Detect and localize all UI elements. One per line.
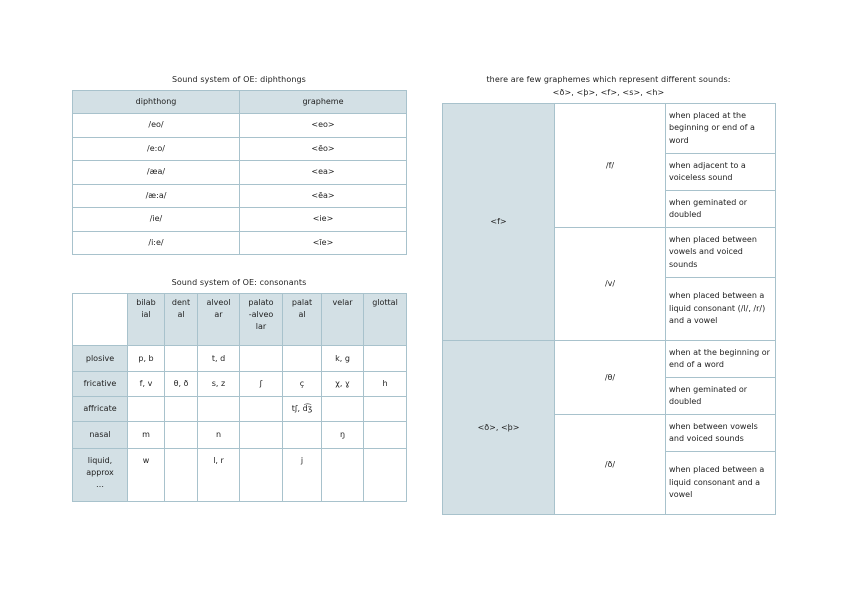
condition-cell: when placed between vowels and voiced sounds (666, 228, 776, 278)
diphthong-cell: /ie/ (73, 208, 240, 232)
grapheme-cell: <eo> (240, 114, 407, 138)
consonant-cell: n (198, 422, 240, 449)
table-row (73, 114, 407, 138)
table-row (73, 449, 407, 502)
consonants-caption: Sound system of OE: consonants (171, 278, 307, 287)
table-row (73, 346, 407, 372)
condition-cell: when at the beginning or end of a word (666, 341, 776, 378)
consonant-cell: j (283, 449, 322, 502)
consonant-cell: k, g (322, 346, 364, 372)
row-label-liquid: liquid, approx … (73, 449, 128, 502)
row-label-plosive: plosive (73, 346, 128, 372)
condition-cell: when geminated or doubled (666, 378, 776, 415)
condition-cell: when placed between a liquid consonant (/l/, /r/) and a vowel (666, 278, 776, 341)
header-palatal: palat al (283, 294, 322, 346)
consonant-cell: t, d (198, 346, 240, 372)
table-row (73, 231, 407, 255)
consonant-cell: ʃ (240, 372, 283, 397)
diphthong-cell: /æa/ (73, 161, 240, 185)
consonant-cell: s, z (198, 372, 240, 397)
consonant-cell (240, 422, 283, 449)
header-bilabial: bilab ial (128, 294, 165, 346)
consonant-cell: w (128, 449, 165, 502)
grapheme-f: <f> (443, 104, 555, 341)
grapheme-cell: <ēa> (240, 184, 407, 208)
condition-cell: when adjacent to a voiceless sound (666, 154, 776, 191)
consonant-cell: ŋ (322, 422, 364, 449)
diphthongs-caption: Sound system of OE: diphthongs (172, 75, 306, 84)
consonant-cell: f, v (128, 372, 165, 397)
sounds-caption-graphemes: <ð>, <þ>, <f>, <s>, <h> (552, 88, 665, 97)
consonant-cell (283, 422, 322, 449)
diphthong-cell: /i:e/ (73, 231, 240, 255)
grapheme-cell: <ēo> (240, 137, 407, 161)
header-grapheme: grapheme (240, 91, 407, 114)
consonant-cell (128, 397, 165, 422)
consonants-table (72, 293, 407, 502)
header-velar: velar (322, 294, 364, 346)
grapheme-cell: <īe> (240, 231, 407, 255)
sounds-caption: there are few graphemes which represent different sounds: (486, 75, 731, 84)
consonant-cell (165, 346, 198, 372)
consonant-cell (198, 397, 240, 422)
table-row (73, 422, 407, 449)
consonant-cell (364, 346, 407, 372)
consonant-cell: ç (283, 372, 322, 397)
consonant-cell (283, 346, 322, 372)
consonant-cell (165, 397, 198, 422)
consonant-cell: m (128, 422, 165, 449)
grapheme-sounds-table (442, 103, 776, 515)
consonant-cell (165, 422, 198, 449)
consonant-cell (240, 397, 283, 422)
header-alveolar: alveol ar (198, 294, 240, 346)
grapheme-eth-thorn: <ð>, <þ> (443, 341, 555, 515)
row-label-fricative: fricative (73, 372, 128, 397)
header-diphthong: diphthong (73, 91, 240, 114)
corner-cell (73, 294, 128, 346)
consonant-cell (364, 422, 407, 449)
table-row (73, 161, 407, 185)
grapheme-cell: <ea> (240, 161, 407, 185)
condition-cell: when between vowels and voiced sounds (666, 415, 776, 452)
sound-v: /v/ (555, 228, 666, 341)
grapheme-cell: <ie> (240, 208, 407, 232)
consonant-cell (364, 397, 407, 422)
consonant-cell: χ, ɣ (322, 372, 364, 397)
condition-cell: when placed between a liquid consonant and a vowel (666, 452, 776, 515)
header-glottal: glottal (364, 294, 407, 346)
header-dental: dent al (165, 294, 198, 346)
table-row (73, 137, 407, 161)
consonant-cell (165, 449, 198, 502)
consonant-cell: p, b (128, 346, 165, 372)
diphthong-cell: /eo/ (73, 114, 240, 138)
condition-cell: when placed at the beginning or end of a word (666, 104, 776, 154)
diphthong-cell: /e:o/ (73, 137, 240, 161)
consonant-cell (240, 449, 283, 502)
table-row (73, 372, 407, 397)
sound-f: /f/ (555, 104, 666, 228)
diphthong-cell: /æ:a/ (73, 184, 240, 208)
table-row (73, 397, 407, 422)
sound-eth: /ð/ (555, 415, 666, 515)
consonant-cell (322, 397, 364, 422)
table-row (73, 208, 407, 232)
consonant-cell: tʃ, d͡ʒ (283, 397, 322, 422)
table-row (73, 184, 407, 208)
consonant-cell (322, 449, 364, 502)
diphthongs-table (72, 90, 407, 255)
sound-theta: /θ/ (555, 341, 666, 415)
consonant-cell (364, 449, 407, 502)
consonant-cell: θ, ð (165, 372, 198, 397)
consonant-cell (240, 346, 283, 372)
row-label-nasal: nasal (73, 422, 128, 449)
header-palato-alveolar: palato -alveo lar (240, 294, 283, 346)
condition-cell: when geminated or doubled (666, 191, 776, 228)
row-label-affricate: affricate (73, 397, 128, 422)
consonant-cell: l, r (198, 449, 240, 502)
consonant-cell: h (364, 372, 407, 397)
